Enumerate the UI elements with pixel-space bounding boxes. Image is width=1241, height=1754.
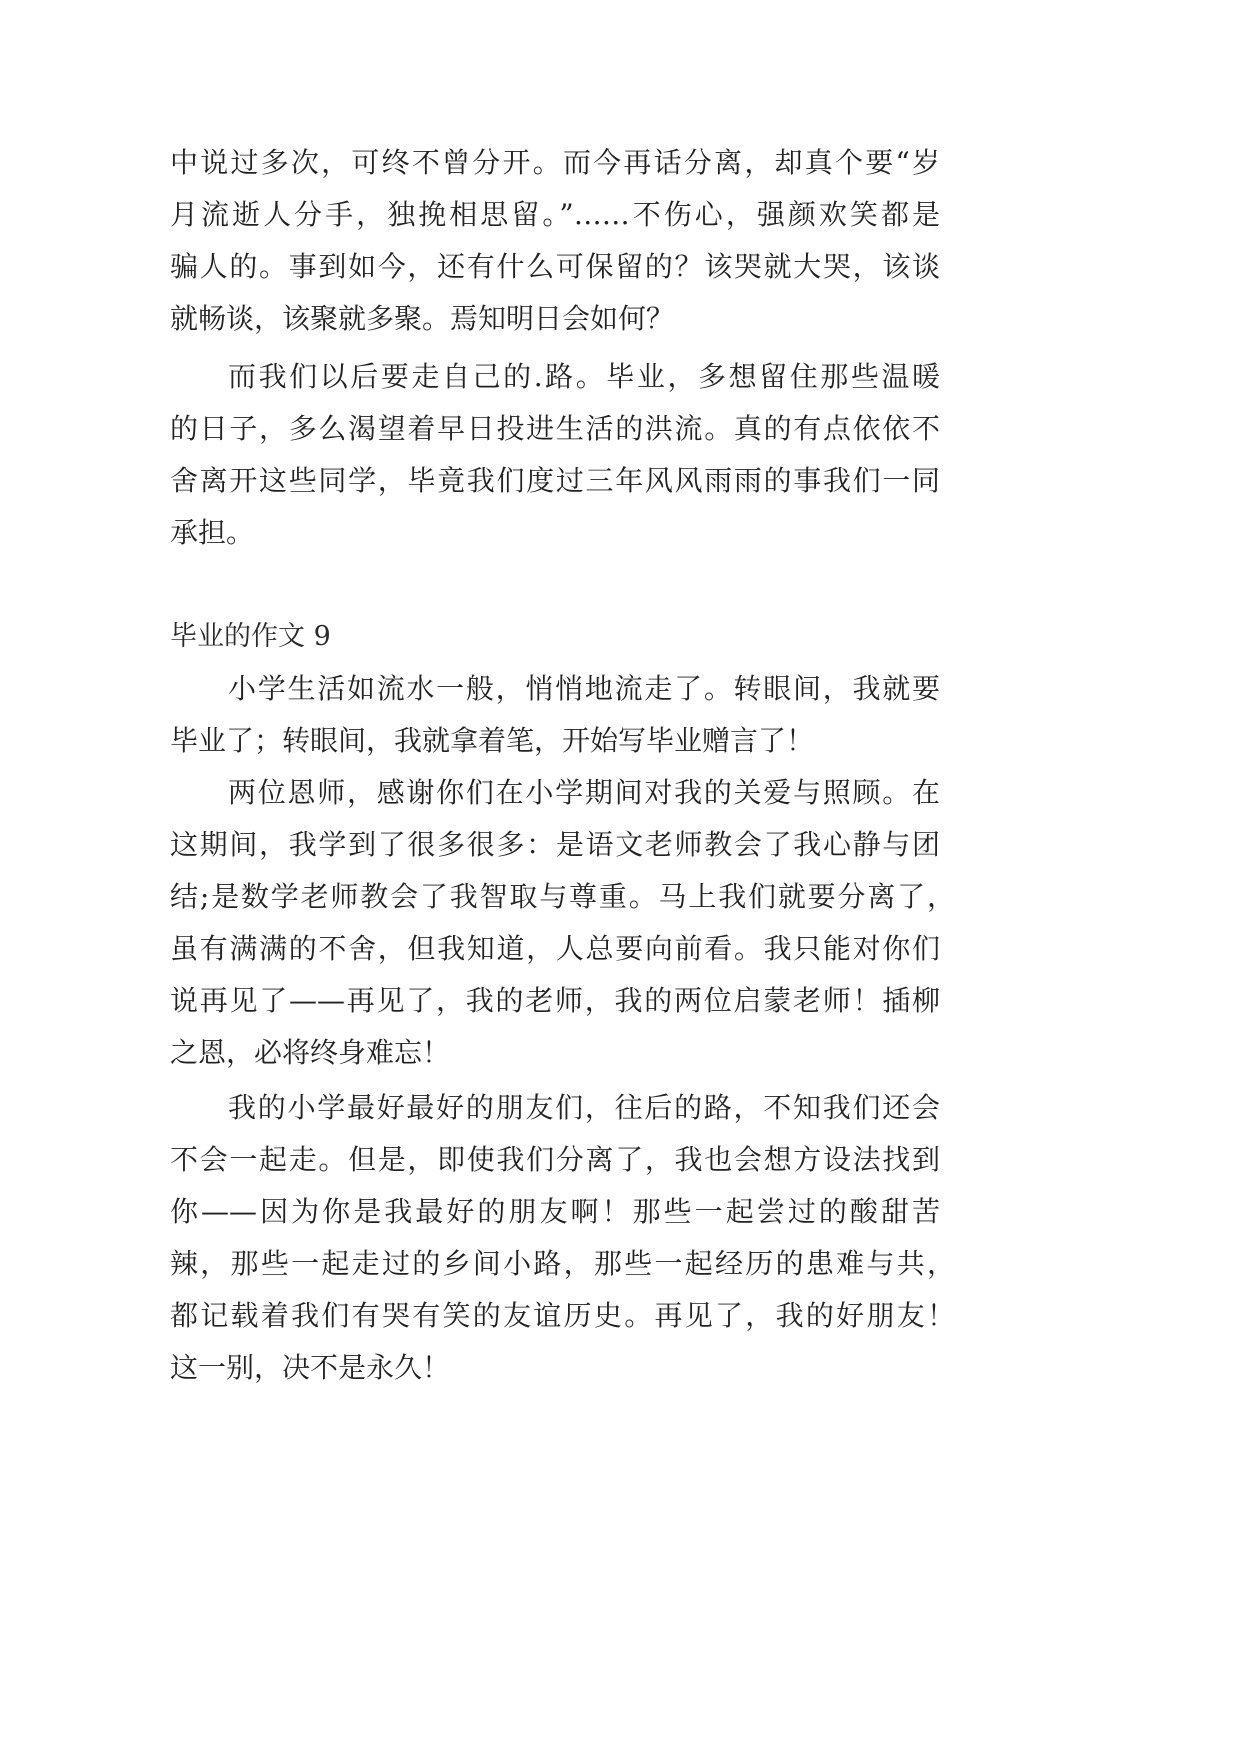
text-line: 你——因为你是我最好的朋友啊！那些一起尝过的酸甜苦 [170, 1195, 940, 1228]
text-line: 结;是数学老师教会了我智取与尊重。马上我们就要分离了， [170, 880, 955, 913]
text-line: 毕业了；转眼间，我就拿着笔，开始写毕业赠言了！ [170, 724, 815, 757]
text-line: 小学生活如流水一般，悄悄地流走了。转眼间，我就要 [228, 672, 940, 705]
text-line: 承担。 [170, 516, 255, 549]
text-line: 之恩，必将终身难忘！ [170, 1036, 451, 1069]
text-line: 辣，那些一起走过的乡间小路，那些一起经历的患难与共， [170, 1247, 955, 1280]
text-line: 虽有满满的不舍，但我知道，人总要向前看。我只能对你们 [170, 932, 940, 965]
text-line: 我的小学最好最好的朋友们，往后的路，不知我们还会 [228, 1091, 940, 1124]
text-line: 都记载着我们有哭有笑的友谊历史。再见了，我的好朋友！ [170, 1299, 955, 1332]
text-line: 而我们以后要走自己的.路。毕业，多想留住那些温暖 [228, 360, 940, 393]
text-line: 这一别，决不是永久！ [170, 1351, 451, 1384]
text-line: 说再见了——再见了，我的老师，我的两位启蒙老师！插柳 [170, 984, 940, 1017]
text-line: 不会一起走。但是，即使我们分离了，我也会想方设法找到 [170, 1143, 940, 1176]
page-body [170, 137, 955, 1394]
text-line: 就畅谈，该聚就多聚。焉知明日会如何？ [170, 302, 675, 335]
paragraph [170, 351, 940, 559]
paragraph [170, 767, 955, 1079]
paragraph [170, 1082, 955, 1394]
text-line: 舍离开这些同学，毕竟我们度过三年风风雨雨的事我们一同 [170, 464, 940, 497]
text-line: 的日子，多么渴望着早日投进生活的洪流。真的有点依依不 [170, 412, 940, 445]
text-line: 中说过多次，可终不曾分开。而今再话分离，却真个要“岁 [170, 146, 940, 179]
paragraph [170, 663, 940, 767]
paragraph [170, 137, 940, 345]
text-line: 这期间，我学到了很多很多：是语文老师教会了我心静与团 [170, 828, 940, 861]
text-line: 两位恩师，感谢你们在小学期间对我的关爱与照顾。在 [228, 776, 940, 809]
essay-heading: 毕业的作文 9 [170, 621, 331, 652]
text-line: 月流逝人分手，独挽相思留。”……不伤心，强颜欢笑都是 [170, 198, 940, 231]
text-line: 骗人的。事到如今，还有什么可保留的？该哭就大哭，该谈 [170, 250, 940, 283]
